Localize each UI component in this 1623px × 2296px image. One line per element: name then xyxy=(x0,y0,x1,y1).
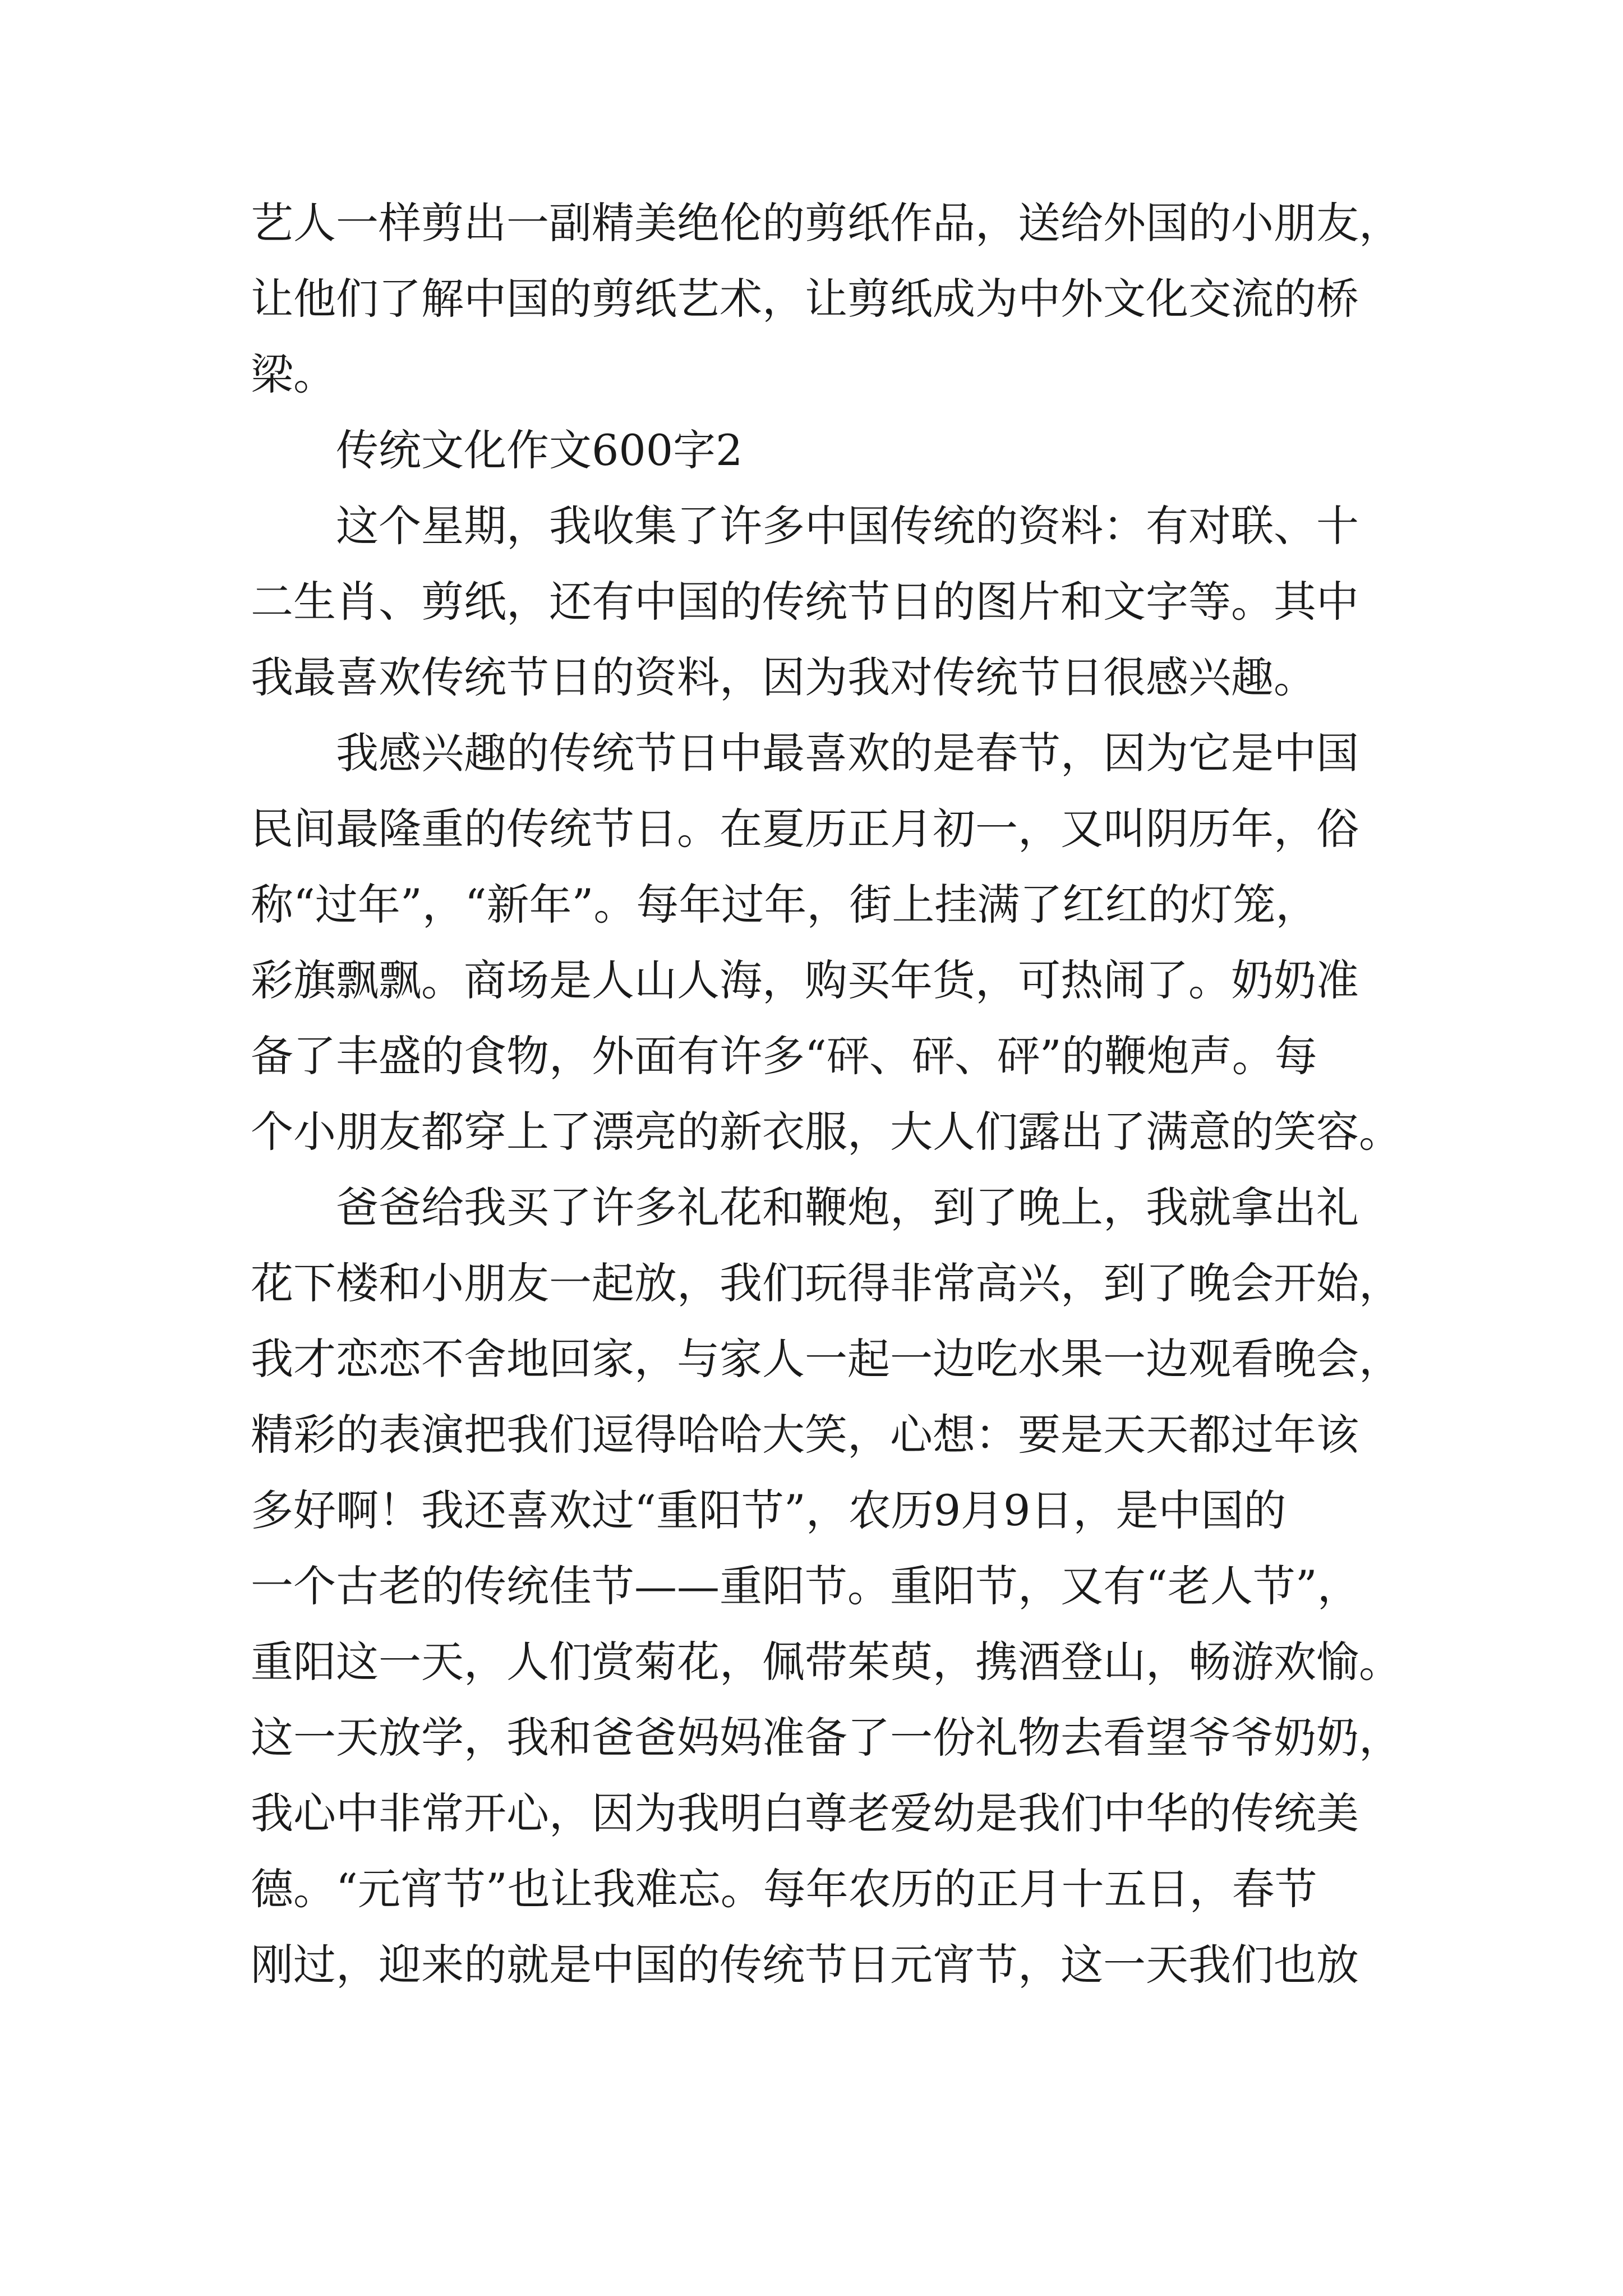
text-line: 这个星期，我收集了许多中国传统的资料：有对联、十 xyxy=(336,501,1359,551)
text-line: 刚过，迎来的就是中国的传统节日元宵节，这一天我们也放 xyxy=(251,1940,1359,1990)
text-line: 民间最隆重的传统节日。在夏历正月初一，又叫阴历年，俗 xyxy=(251,804,1359,854)
text-line: 重阳这一天，人们赏菊花，佩带茱萸，携酒登山，畅游欢愉。 xyxy=(251,1637,1401,1687)
text-line: 梁。 xyxy=(251,349,336,399)
text-line: 我才恋恋不舍地回家，与家人一起一边吃水果一边观看晚会， xyxy=(251,1334,1401,1384)
text-line: 我最喜欢传统节日的资料，因为我对传统节日很感兴趣。 xyxy=(251,652,1316,702)
essay-body xyxy=(251,185,1434,2003)
text-line: 彩旗飘飘。商场是人山人海，购买年货，可热闹了。奶奶准 xyxy=(251,955,1359,1005)
text-line: 这一天放学，我和爸爸妈妈准备了一份礼物去看望爷爷奶奶， xyxy=(251,1713,1401,1763)
section-heading: 传统文化作文600字2 xyxy=(336,425,743,475)
text-line: 个小朋友都穿上了漂亮的新衣服，大人们露出了满意的笑容。 xyxy=(251,1107,1401,1157)
text-line: 一个古老的传统佳节——重阳节。重阳节，又有“老人节”， xyxy=(251,1561,1360,1611)
text-line: 我感兴趣的传统节日中最喜欢的是春节，因为它是中国 xyxy=(336,728,1359,778)
text-line: 让他们了解中国的剪纸艺术，让剪纸成为中外文化交流的桥 xyxy=(251,274,1359,324)
text-line: 德。“元宵节”也让我难忘。每年农历的正月十五日，春节 xyxy=(251,1864,1317,1914)
text-line: 多好啊！我还喜欢过“重阳节”，农历9月9日，是中国的 xyxy=(251,1485,1287,1535)
text-line: 精彩的表演把我们逗得哈哈大笑，心想：要是天天都过年该 xyxy=(251,1410,1359,1460)
text-line: 花下楼和小朋友一起放，我们玩得非常高兴，到了晚会开始， xyxy=(251,1258,1401,1308)
text-line: 爸爸给我买了许多礼花和鞭炮，到了晚上，我就拿出礼 xyxy=(336,1182,1359,1232)
text-line: 称“过年”，“新年”。每年过年，街上挂满了红红的灯笼， xyxy=(251,880,1318,930)
text-line: 艺人一样剪出一副精美绝伦的剪纸作品，送给外国的小朋友， xyxy=(251,198,1401,248)
text-line: 我心中非常开心，因为我明白尊老爱幼是我们中华的传统美 xyxy=(251,1788,1359,1838)
text-line: 二生肖、剪纸，还有中国的传统节日的图片和文字等。其中 xyxy=(251,577,1359,627)
text-line: 备了丰盛的食物，外面有许多“砰、砰、砰”的鞭炮声。每 xyxy=(251,1031,1317,1081)
